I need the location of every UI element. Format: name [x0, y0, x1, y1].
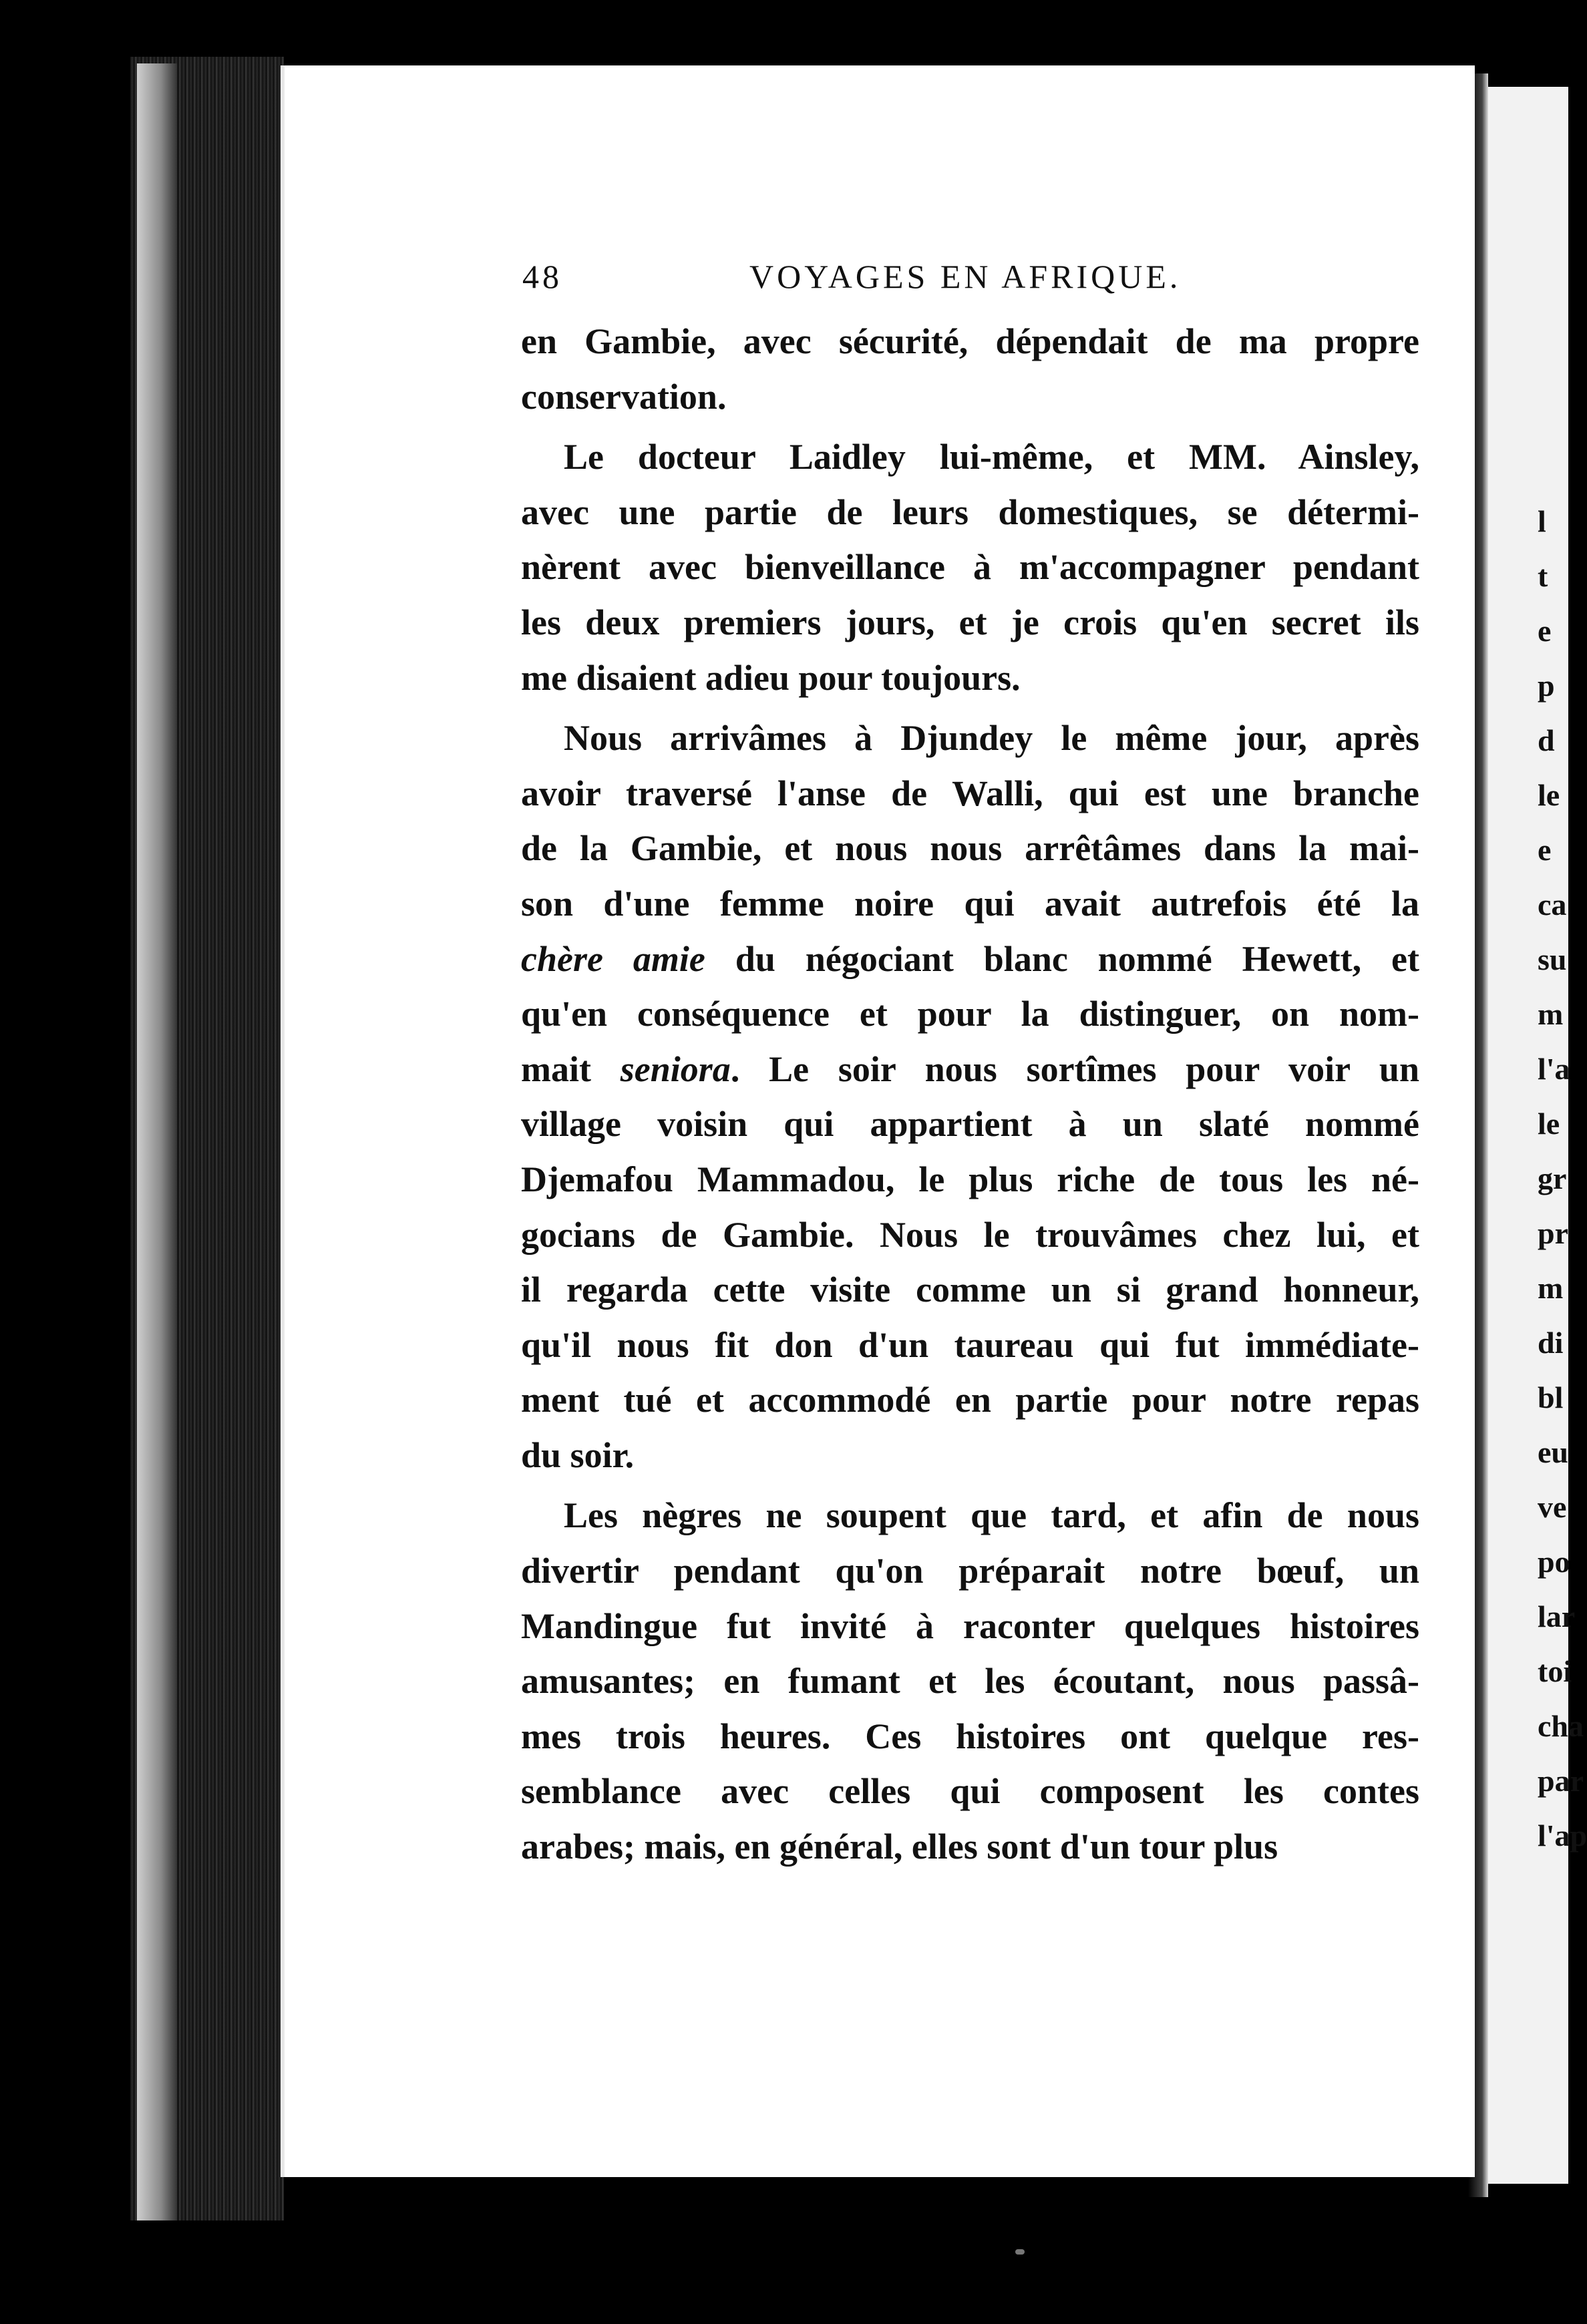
italic-term: seniora [620, 1048, 731, 1089]
page-number: 48 [522, 258, 562, 295]
text-line: mes trois heures. Ces histoires ont quelque res- [521, 1716, 1419, 1756]
facing-fragment: p [1538, 668, 1555, 703]
text-line: les deux premiers jours, et je crois qu'en secret ils [521, 602, 1419, 642]
facing-fragment: pr [1538, 1216, 1568, 1250]
facing-fragment: l [1538, 504, 1546, 538]
text-line: chère amie du négociant blanc nommé Hewett, et [521, 938, 1419, 979]
facing-fragment: toi [1538, 1654, 1572, 1688]
text-line: arabes; mais, en général, elles sont d'un tour plus [521, 1826, 1278, 1867]
page-edge-left [137, 63, 177, 2220]
facing-fragment: bl [1538, 1380, 1564, 1414]
text-line: conservation. [521, 376, 727, 417]
facing-fragment: par [1538, 1764, 1584, 1798]
paragraph-gap [521, 424, 1419, 429]
facing-fragment: m [1538, 997, 1564, 1031]
facing-fragment: ve [1538, 1490, 1567, 1524]
text-line: Le docteur Laidley lui-même, et MM. Ainsley, [564, 437, 1419, 477]
text-line: mait seniora. Le soir nous sortîmes pour voir un [521, 1048, 1419, 1089]
facing-fragment: t [1538, 559, 1548, 593]
paragraph [521, 429, 1419, 705]
text-line: Djemafou Mammadou, le plus riche de tous les né- [521, 1159, 1419, 1199]
text-line: en Gambie, avec sécurité, dépendait de ma propre [521, 321, 1419, 361]
facing-fragment: ca [1538, 888, 1567, 922]
text-line: village voisin qui appartient à un slaté nommé [521, 1104, 1419, 1145]
italic-term: chère amie [521, 938, 705, 979]
page-header [522, 257, 1197, 297]
facing-fragment: l'a [1538, 1052, 1570, 1086]
text-line: amusantes; en fumant et les écoutant, nous passâ- [521, 1661, 1419, 1702]
text-line: Mandingue fut invité à raconter quelques histoires [521, 1605, 1419, 1646]
body-text [521, 314, 1419, 1875]
facing-fragment: cha [1538, 1709, 1584, 1743]
facing-fragment: di [1538, 1326, 1564, 1360]
text-line: Nous arrivâmes à Djundey le même jour, après [564, 718, 1419, 759]
facing-fragment: su [1538, 942, 1567, 976]
text-line: semblance avec celles qui composent les contes [521, 1771, 1419, 1812]
facing-fragment: l'ap [1538, 1818, 1587, 1853]
paragraph-gap [521, 705, 1419, 711]
text-line: qu'il nous fit don d'un taureau qui fut immédiate- [521, 1324, 1419, 1365]
text-line: son d'une femme noire qui avait autrefois été la [521, 883, 1419, 924]
facing-fragment: gr [1538, 1161, 1567, 1195]
scan-speck [1015, 2249, 1025, 2255]
facing-fragment: po [1538, 1545, 1570, 1579]
paragraph [521, 314, 1419, 424]
paragraph [521, 711, 1419, 1483]
facing-page-fragments [1538, 494, 1587, 1863]
facing-fragment: e [1538, 833, 1552, 867]
text-line: avec une partie de leurs domestiques, se détermi- [521, 492, 1419, 532]
text-line: de la Gambie, et nous nous arrêtâmes dans la mai- [521, 828, 1419, 869]
text-line: du soir. [521, 1434, 635, 1475]
paragraph-gap [521, 1483, 1419, 1488]
facing-fragment: eu [1538, 1435, 1568, 1469]
facing-fragment: e [1538, 614, 1552, 648]
text-line: il regarda cette visite comme un si grand honneur, [521, 1270, 1419, 1310]
text-line: qu'en conséquence et pour la distinguer, on nom- [521, 994, 1419, 1034]
text-line: nèrent avec bienveillance à m'accompagner pendant [521, 547, 1419, 588]
text-line: ment tué et accommodé en partie pour notre repas [521, 1380, 1419, 1420]
text-line: me disaient adieu pour toujours. [521, 657, 1021, 698]
facing-fragment: lar [1538, 1599, 1576, 1633]
text-line: avoir traversé l'anse de Walli, qui est une branche [521, 773, 1419, 813]
text-line: divertir pendant qu'on préparait notre bœuf, un [521, 1551, 1419, 1591]
running-title: VOYAGES EN AFRIQUE. [749, 258, 1182, 295]
facing-fragment: d [1538, 723, 1555, 757]
facing-fragment: m [1538, 1271, 1564, 1305]
text-line: gocians de Gambie. Nous le trouvâmes chez lui, et [521, 1214, 1419, 1255]
text-line: Les nègres ne soupent que tard, et afin de nous [564, 1495, 1419, 1536]
paragraph [521, 1488, 1419, 1874]
facing-fragment: le [1538, 778, 1560, 812]
facing-fragment: le [1538, 1107, 1560, 1141]
